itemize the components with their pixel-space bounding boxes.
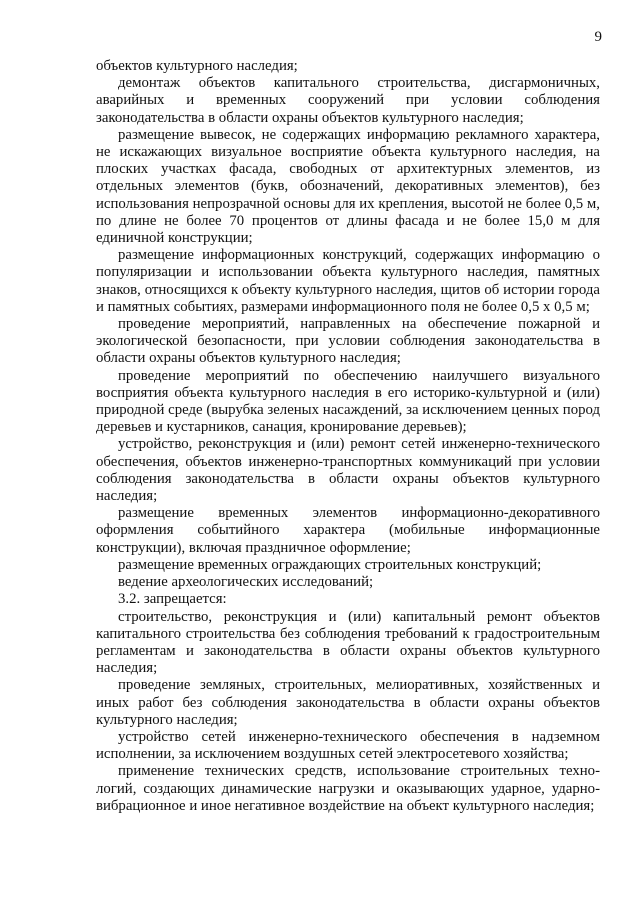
paragraph: проведение мероприятий, направленных на обеспечение пожарной и экологической безопасности, при условии соблюдения законодательства в области охраны объектов культурного наследия; <box>96 316 600 367</box>
paragraph: размещение информационных конструкций, содержащих информацию о популяризации и использовании объекта культурного наследия, памятных знаков, относящихся к объекту культурного наследия, щитов об истории города и памятных событиях, размерами информационного поля не более 0,5 х 0,5 м; <box>96 247 600 315</box>
paragraph: устройство, реконструкция и (или) ремонт сетей инженерно-технического обеспечения, объектов инженерно-транспортных коммуникаций при условии соблюдения законодательства в области охраны объектов культурного наследия; <box>96 436 600 505</box>
paragraph: размещение временных элементов информационно-декоративного оформления событийного характера (мобильные информационные конструкции), включая праздничное оформление; <box>96 505 600 556</box>
paragraph: устройство сетей инженерно-технического обеспечения в надземном исполнении, за исключением воздушных сетей электросетевого хозяйства; <box>96 728 600 763</box>
section-heading: 3.2. запрещается: <box>118 591 227 608</box>
paragraph: размещение временных ограждающих строительных конструкций; <box>118 556 542 573</box>
paragraph: проведение мероприятий по обеспечению наилучшего визуального восприятия объекта культурного наследия в его историко-культурной и (или) природной среде (вырубка зеленых насаждений, за исключением ценных пород деревьев и кустарников, санация, кронирование деревьев); <box>96 367 600 436</box>
paragraph: размещение вывесок, не содержащих информацию рекламного характера, не искажающих визуальное восприятие объекта культурного наследия, на плоских участках фасада, свободных от архитектурных элементов, из отдельных элементов (букв, обозначений, декоративных элементов), без использования непрозрачной основы для их крепления, высотой не более 0,5 м, по длине не более 70 процентов от длины фасада и не более 15,0 м для единичной конструкции; <box>96 126 600 247</box>
paragraph: ведение археологических исследований; <box>118 574 374 591</box>
document-body <box>96 58 600 815</box>
page-number: 9 <box>594 29 602 45</box>
paragraph: проведение земляных, строительных, мелиоративных, хозяйственных и иных работ без соблюдения законодательства в области охраны объектов культурного наследия; <box>96 677 600 728</box>
paragraph: демонтаж объектов капитального строительства, дисгармоничных, аварийных и временных сооружений при условии соблюдения законодательства в области охраны объектов культурного наследия; <box>96 75 600 126</box>
paragraph: применение технических средств, использование строительных технологий, создающих динамические нагрузки и оказывающих ударное, ударно-вибрационное и иное негативное воздействие на объект культурного наследия; <box>96 763 600 814</box>
paragraph-continuation: объектов культурного наследия; <box>96 58 298 74</box>
paragraph: строительство, реконструкция и (или) капитальный ремонт объектов капитального строительства без соблюдения требований к градостроительным регламентам и законодательства в области охраны объектов культурного наследия; <box>96 608 600 677</box>
